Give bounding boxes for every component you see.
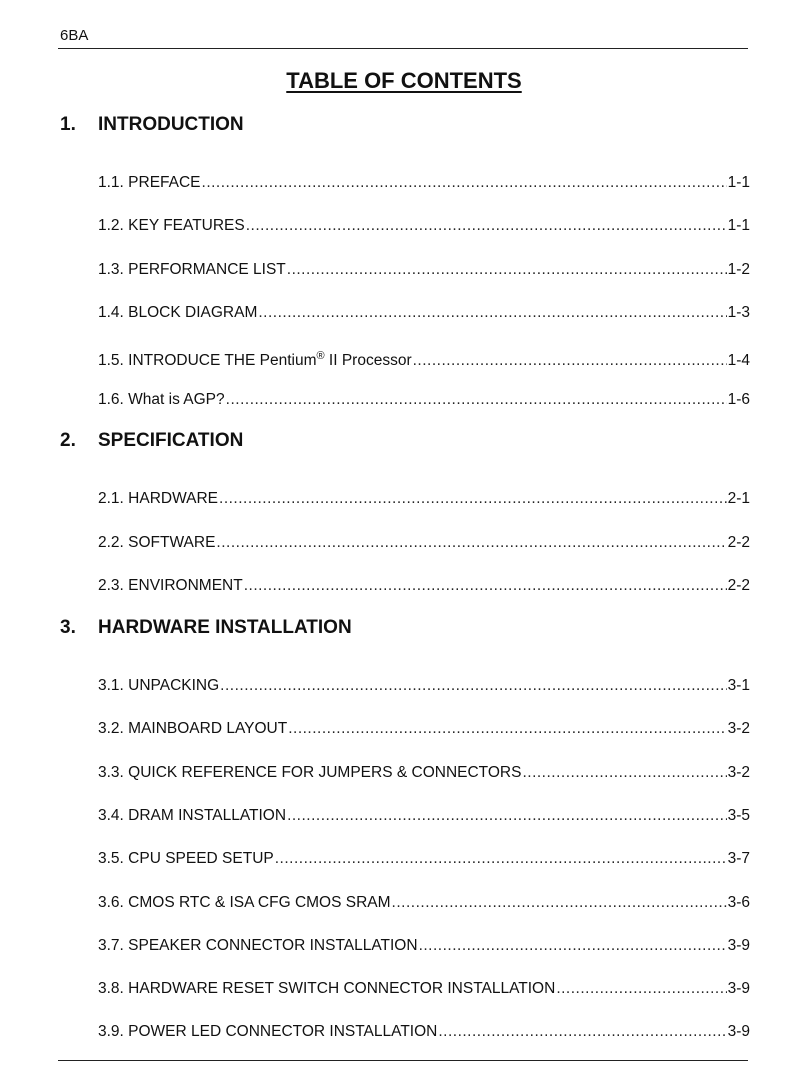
toc-entry-page: 2-1 bbox=[727, 490, 750, 507]
dot-leader bbox=[522, 763, 726, 783]
dot-leader bbox=[202, 173, 727, 193]
dot-leader bbox=[246, 216, 727, 236]
dot-leader bbox=[556, 979, 726, 999]
toc-entry-label: 3.8. HARDWARE RESET SWITCH CONNECTOR INSTALLATION bbox=[98, 980, 556, 997]
dot-leader bbox=[413, 351, 727, 371]
toc-entry-environment[interactable] bbox=[98, 576, 750, 596]
toc-entry-page: 3-9 bbox=[727, 937, 750, 954]
toc-entry-label: 3.4. DRAM INSTALLATION bbox=[98, 807, 287, 824]
toc-entry-cpu-speed-setup[interactable] bbox=[98, 849, 750, 869]
toc-entry-label: 1.2. KEY FEATURES bbox=[98, 217, 245, 234]
toc-entry-page: 3-1 bbox=[727, 677, 750, 694]
toc-entry-label: 3.6. CMOS RTC & ISA CFG CMOS SRAM bbox=[98, 894, 391, 911]
page-title-text: TABLE OF CONTENTS bbox=[286, 68, 522, 93]
dot-leader bbox=[216, 533, 726, 553]
toc-entry-page: 2-2 bbox=[727, 577, 750, 594]
toc-entry-page: 1-1 bbox=[727, 174, 750, 191]
chapter-title: SPECIFICATION bbox=[98, 430, 244, 451]
dot-leader bbox=[219, 489, 727, 509]
toc-entry-quick-reference[interactable] bbox=[98, 763, 750, 783]
dot-leader bbox=[392, 893, 727, 913]
dot-leader bbox=[287, 806, 727, 826]
header-rule bbox=[58, 48, 748, 49]
dot-leader bbox=[244, 576, 727, 596]
toc-entry-page: 3-2 bbox=[727, 720, 750, 737]
toc-entry-block-diagram[interactable] bbox=[98, 303, 750, 323]
chapter-number: 3. bbox=[60, 617, 76, 638]
toc-entry-label: 3.7. SPEAKER CONNECTOR INSTALLATION bbox=[98, 937, 418, 954]
toc-entry-label: 3.2. MAINBOARD LAYOUT bbox=[98, 720, 288, 737]
toc-entry-page: 3-6 bbox=[727, 894, 750, 911]
dot-leader bbox=[226, 390, 727, 410]
toc-entry-page: 1-2 bbox=[727, 261, 750, 278]
toc-entry-preface[interactable] bbox=[98, 173, 750, 193]
page-title bbox=[0, 68, 808, 94]
toc-entry-page: 3-5 bbox=[727, 807, 750, 824]
toc-entry-dram-installation[interactable] bbox=[98, 806, 750, 826]
toc-entry-software[interactable] bbox=[98, 533, 750, 553]
toc-entry-label: 1.5. INTRODUCE THE Pentium® II Processor bbox=[98, 350, 412, 369]
toc-entry-page: 1-3 bbox=[727, 304, 750, 321]
toc-entry-label: 2.1. HARDWARE bbox=[98, 490, 219, 507]
chapter-heading-specification bbox=[60, 430, 243, 452]
toc-entry-label: 2.2. SOFTWARE bbox=[98, 534, 216, 551]
toc-entry-page: 1-4 bbox=[727, 352, 750, 369]
toc-entry-reset-switch-connector[interactable] bbox=[98, 979, 750, 999]
dot-leader bbox=[287, 260, 727, 280]
toc-entry-label: 3.3. QUICK REFERENCE FOR JUMPERS & CONNECTORS bbox=[98, 764, 522, 781]
toc-entry-label: 1.6. What is AGP? bbox=[98, 391, 225, 408]
toc-entry-key-features[interactable] bbox=[98, 216, 750, 236]
chapter-title: INTRODUCTION bbox=[98, 114, 244, 135]
dot-leader bbox=[275, 849, 727, 869]
chapter-number: 1. bbox=[60, 114, 76, 135]
toc-entry-page: 3-7 bbox=[727, 850, 750, 867]
footer-rule bbox=[58, 1060, 748, 1061]
dot-leader bbox=[288, 719, 726, 739]
registered-mark: ® bbox=[316, 350, 325, 362]
dot-leader bbox=[220, 676, 726, 696]
chapter-heading-hardware-installation bbox=[60, 617, 352, 639]
toc-entry-page: 2-2 bbox=[727, 534, 750, 551]
chapter-title: HARDWARE INSTALLATION bbox=[98, 617, 352, 638]
toc-entry-speaker-connector[interactable] bbox=[98, 936, 750, 956]
toc-entry-label: 1.3. PERFORMANCE LIST bbox=[98, 261, 286, 278]
toc-entry-cmos-rtc[interactable] bbox=[98, 893, 750, 913]
toc-entry-page: 1-1 bbox=[727, 217, 750, 234]
toc-entry-page: 3-2 bbox=[727, 764, 750, 781]
dot-leader bbox=[258, 303, 726, 323]
toc-entry-what-is-agp[interactable] bbox=[98, 390, 750, 410]
toc-entry-label: 1.1. PREFACE bbox=[98, 174, 201, 191]
toc-entry-label: 3.1. UNPACKING bbox=[98, 677, 220, 694]
toc-entry-label: 3.5. CPU SPEED SETUP bbox=[98, 850, 274, 867]
toc-entry-power-led-connector[interactable] bbox=[98, 1022, 750, 1042]
dot-leader bbox=[438, 1022, 726, 1042]
toc-entry-label: 2.3. ENVIRONMENT bbox=[98, 577, 243, 594]
toc-entry-page: 1-6 bbox=[727, 391, 750, 408]
toc-entry-page: 3-9 bbox=[727, 980, 750, 997]
toc-entry-page: 3-9 bbox=[727, 1023, 750, 1040]
toc-entry-unpacking[interactable] bbox=[98, 676, 750, 696]
chapter-heading-introduction bbox=[60, 114, 244, 136]
dot-leader bbox=[419, 936, 727, 956]
toc-entry-label: 1.4. BLOCK DIAGRAM bbox=[98, 304, 258, 321]
toc-entry-mainboard-layout[interactable] bbox=[98, 719, 750, 739]
chapter-number: 2. bbox=[60, 430, 76, 451]
toc-entry-pentium-processor[interactable] bbox=[98, 346, 750, 371]
page-header: 6BA bbox=[60, 27, 89, 44]
toc-entry-performance-list[interactable] bbox=[98, 260, 750, 280]
toc-entry-label: 3.9. POWER LED CONNECTOR INSTALLATION bbox=[98, 1023, 438, 1040]
toc-entry-hardware[interactable] bbox=[98, 489, 750, 509]
